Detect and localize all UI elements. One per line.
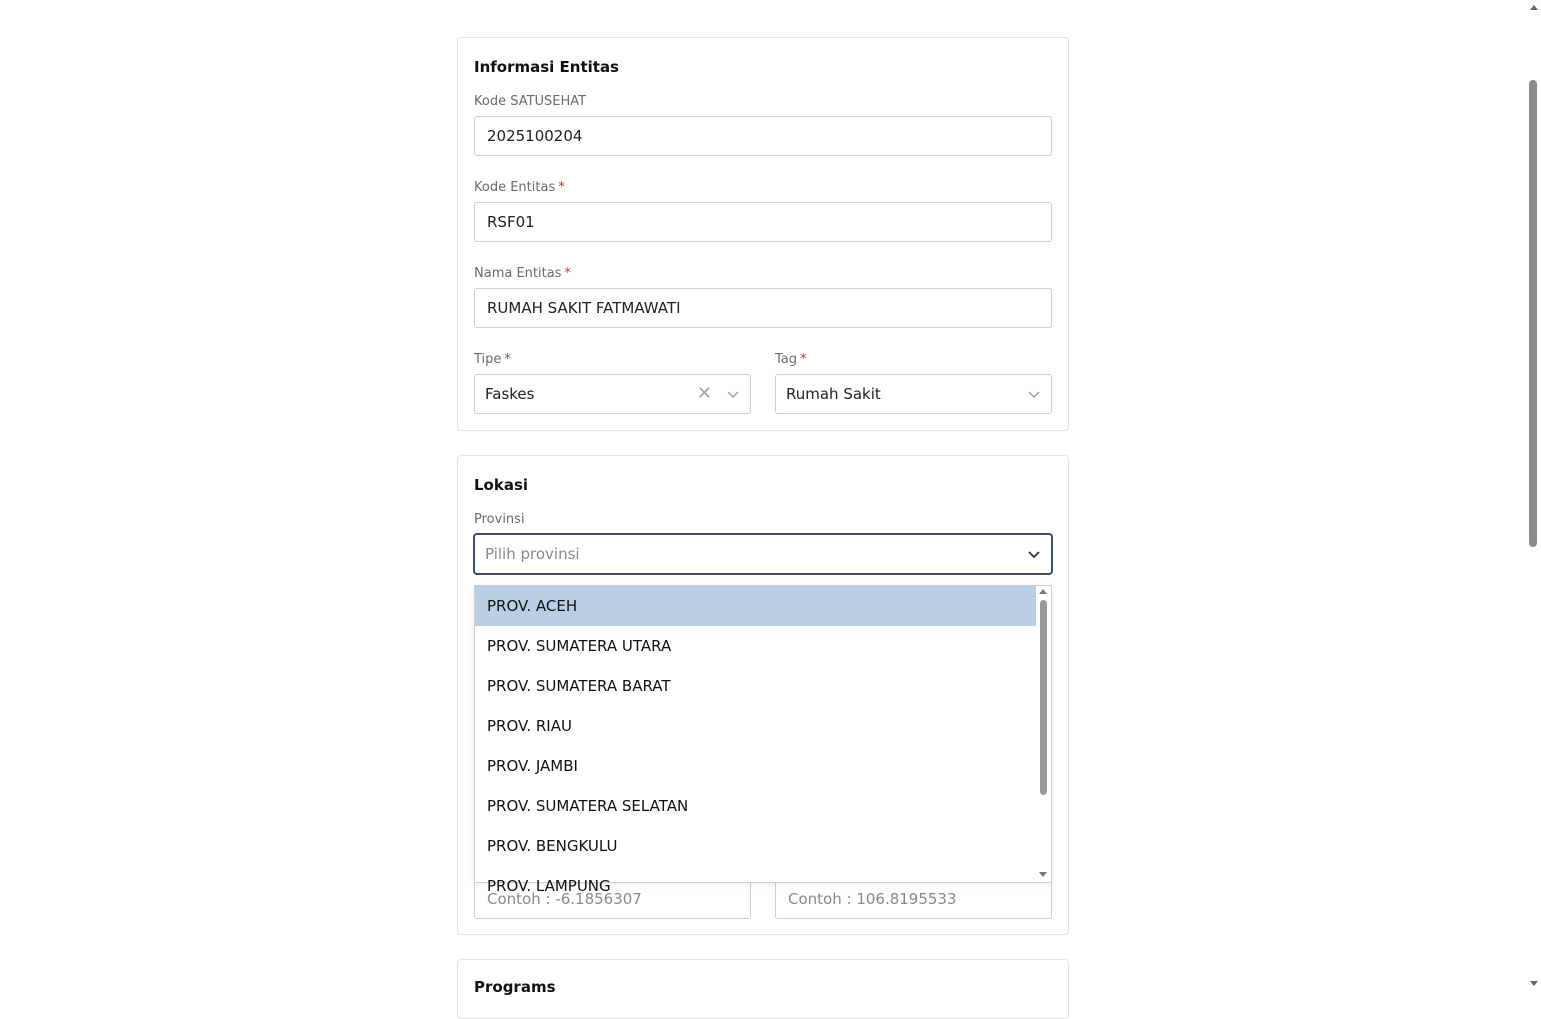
provinsi-select-icons [1027,535,1041,573]
chevron-down-icon[interactable] [1027,547,1041,561]
dropdown-option[interactable]: PROV. ACEH [475,586,1038,626]
latitude-placeholder: Contoh : -6.1856307 [487,890,642,908]
tipe-value: Faskes [485,385,535,403]
kode-entitas-value: RSF01 [487,213,535,231]
provinsi-select[interactable] [474,534,1052,574]
tag-select-icons [1027,375,1041,413]
tag-label [775,352,807,367]
nama-entitas-input[interactable] [474,288,1052,328]
provinsi-placeholder: Pilih provinsi [485,545,580,563]
tag-select[interactable] [775,374,1052,414]
programs-title: Programs [474,978,556,996]
dropdown-option[interactable]: PROV. SUMATERA UTARA [487,637,672,655]
page-scrollbar[interactable] [1526,0,1541,991]
page-scrollbar-thumb[interactable] [1529,80,1537,547]
entity-info-title: Informasi Entitas [474,58,619,76]
clear-icon[interactable]: ✕ [696,383,712,404]
satusehat-input[interactable] [474,116,1052,156]
tag-value: Rumah Sakit [786,385,881,403]
dropdown-scrollbar-thumb[interactable] [1040,600,1047,795]
tipe-select[interactable] [474,374,751,414]
provinsi-dropdown-list[interactable] [474,585,1052,895]
kode-entitas-input[interactable] [474,202,1052,242]
required-marker: * [504,352,511,367]
scroll-up-arrow-icon[interactable] [1530,5,1538,10]
dropdown-option[interactable]: PROV. LAMPUNG [487,877,611,895]
required-marker: * [558,180,565,195]
nama-entitas-label-text: Nama Entitas [474,266,562,281]
tipe-label-text: Tipe [474,352,502,367]
scroll-down-arrow-icon[interactable] [1530,981,1538,986]
satusehat-label-text: Kode SATUSEHAT [474,94,587,109]
nama-entitas-label [474,266,571,281]
dropdown-option[interactable]: PROV. JAMBI [487,757,578,775]
dropdown-option[interactable]: PROV. RIAU [487,717,572,735]
provinsi-label [474,512,525,527]
scroll-down-arrow-icon[interactable] [1039,872,1047,877]
scroll-up-arrow-icon[interactable] [1039,589,1047,594]
tipe-label [474,352,511,367]
dropdown-option[interactable]: PROV. BENGKULU [487,837,618,855]
nama-entitas-value: RUMAH SAKIT FATMAWATI [487,299,681,317]
required-marker: * [800,352,807,367]
satusehat-value: 2025100204 [487,127,583,145]
provinsi-label-text: Provinsi [474,512,525,527]
satusehat-label [474,94,586,109]
longitude-placeholder: Contoh : 106.8195533 [788,890,957,908]
dropdown-option[interactable]: PROV. SUMATERA BARAT [487,677,671,695]
dropdown-scrollbar[interactable] [1036,586,1051,882]
kode-entitas-label-text: Kode Entitas [474,180,556,195]
kode-entitas-label [474,180,565,195]
tag-label-text: Tag [775,352,798,367]
chevron-down-icon[interactable] [1027,387,1041,401]
dropdown-option[interactable]: PROV. SUMATERA SELATAN [487,797,689,815]
entity-info-card [457,37,1069,431]
chevron-down-icon[interactable] [726,387,740,401]
programs-card [457,959,1069,1019]
tipe-select-icons [697,375,740,413]
required-marker: * [564,266,571,281]
location-title: Lokasi [474,476,529,494]
